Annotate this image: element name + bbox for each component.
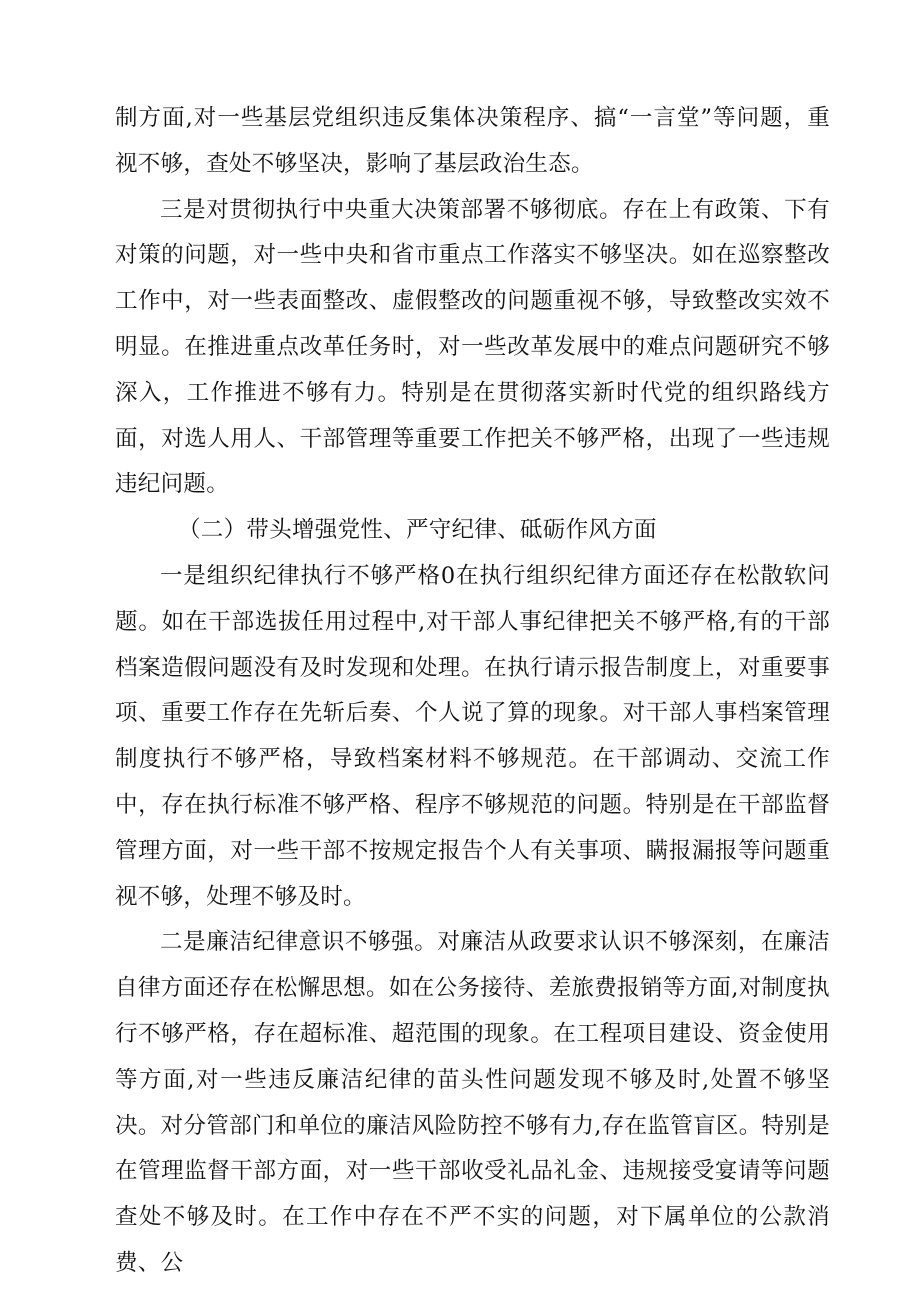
paragraph-item-three: 三是对贯彻执行中央重大决策部署不够彻底。存在上有政策、下有对策的问题，对一些中央和省市重点工作落实不够坚决。如在巡察整改工作中，对一些表面整改、虚假整改的问题重视不够，导致整改实效不明显。在推进重点改革任务时，对一些改革发展中的难点问题研究不够深入，工作推进不够有力。特别是在贯彻落实新时代党的组织路线方面，对选人用人、干部管理等重要工作把关不够严格，出现了一些违规违纪问题。 xyxy=(115,196,830,498)
paragraph-continuation: 制方面,对一些基层党组织违反集体决策程序、搞“一言堂”等问题，重视不够，查处不够坚决，影响了基层政治生态。 xyxy=(115,105,830,177)
document-body xyxy=(115,96,830,1287)
paragraph-item-one: 一是组织纪律执行不够严格0在执行组织纪律方面还存在松散软问题。如在干部选拔任用过程中,对干部人事纪律把关不够严格,有的干部档案造假问题没有及时发现和处理。在执行请示报告制度上，对重要事项、重要工作存在先斩后奏、个人说了算的现象。对干部人事档案管理制度执行不够严格，导致档案材料不够规范。在干部调动、交流工作中，存在执行标准不够严格、程序不够规范的问题。特别是在干部监督管理方面，对一些干部不按规定报告个人有关事项、瞒报漏报等问题重视不够，处理不够及时。 xyxy=(115,562,830,910)
section-heading: （二）带头增强党性、严守纪律、砥砺作风方面 xyxy=(178,517,657,544)
paragraph-item-two: 二是廉洁纪律意识不够强。对廉洁从政要求认识不够深刻，在廉洁自律方面还存在松懈思想。如在公务接待、差旅费报销等方面,对制度执行不够严格，存在超标准、超范围的现象。在工程项目建设、资金使用等方面,对一些违反廉洁纪律的苗头性问题发现不够及时,处置不够坚决。对分管部门和单位的廉洁风险防控不够有力,存在监管盲区。特别是在管理监督干部方面，对一些干部收受礼品礼金、违规接受宴请等问题查处不够及时。在工作中存在不严不实的问题，对下属单位的公款消费、公 xyxy=(115,929,830,1276)
